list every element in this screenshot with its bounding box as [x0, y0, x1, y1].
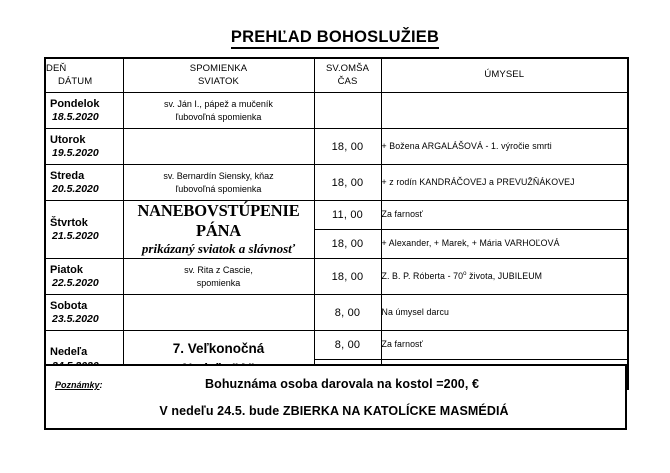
- feast-cell: [123, 259, 314, 295]
- day-date: 23.5.2020: [52, 312, 99, 325]
- day-cell: [45, 129, 123, 165]
- day-name: Utorok: [50, 133, 86, 146]
- notes-line-2: V nedeľu 24.5. bude ZBIERKA NA KATOLÍCKE MASMÉDIÁ: [159, 404, 509, 418]
- feast-cell: [123, 165, 314, 201]
- header-time-line1: SV.OMŠA: [325, 63, 370, 75]
- header-cell-day: [45, 58, 123, 93]
- time-cell: 8, 00: [314, 331, 381, 360]
- day-name: Sobota: [50, 299, 88, 312]
- time-cell: 11, 00: [314, 201, 381, 230]
- day-cell: [45, 201, 123, 259]
- feast-cell: [123, 295, 314, 331]
- day-date: 19.5.2020: [52, 146, 99, 159]
- header-cell-feast: [123, 58, 314, 93]
- feast-line1: sv. Rita z Cascie,: [184, 264, 253, 275]
- table-row: [45, 129, 628, 165]
- day-name: Štvrtok: [50, 216, 88, 229]
- day-cell: [45, 93, 123, 129]
- intention-cell: + Alexander, + Marek, + Mária VARHOĽOVÁ: [381, 230, 628, 259]
- day-date: 21.5.2020: [52, 229, 99, 242]
- header-intention-label: ÚMYSEL: [484, 69, 525, 81]
- day-cell: [45, 165, 123, 201]
- intention-cell: [381, 93, 628, 129]
- feast-line2: ľubovoľná spomienka: [175, 111, 262, 122]
- feast-line2: ľubovoľná spomienka: [175, 183, 262, 194]
- day-name: Streda: [50, 169, 85, 182]
- time-cell: 8, 00: [314, 295, 381, 331]
- page-title: [0, 29, 670, 46]
- header-cell-time: [314, 58, 381, 93]
- day-date: 22.5.2020: [52, 276, 99, 289]
- day-date: 18.5.2020: [52, 110, 99, 123]
- feast-line1: sv. Bernardín Siensky, kňaz: [163, 170, 274, 181]
- header-feast-line2: SVIATOK: [197, 75, 239, 87]
- intention-cell: Na úmysel darcu: [381, 295, 628, 331]
- intention-cell: Za farnosť: [381, 331, 628, 360]
- day-cell: [45, 259, 123, 295]
- intention-superscript: o: [463, 271, 467, 278]
- feast-sunday-line1: 7. Veľkonočná: [172, 341, 265, 357]
- feast-cell: [123, 201, 314, 259]
- time-cell: [314, 93, 381, 129]
- notes-box: [44, 364, 627, 430]
- page-title-text: PREHĽAD BOHOSLUŽIEB: [231, 28, 439, 49]
- table-row: [45, 259, 628, 295]
- intention-cell: Za farnosť: [381, 201, 628, 230]
- table-row: [45, 295, 628, 331]
- header-day-line1: DEŇ: [46, 63, 67, 75]
- intention-text-post: života, JUBILEUM: [466, 271, 543, 282]
- intention-cell: + z rodín KANDRÁČOVEJ a PREVUŽŇÁKOVEJ: [381, 165, 628, 201]
- time-cell: 18, 00: [314, 129, 381, 165]
- time-cell: 18, 00: [314, 230, 381, 259]
- table-row: [45, 165, 628, 201]
- day-name: Pondelok: [50, 97, 100, 110]
- feast-cell: [123, 93, 314, 129]
- service-schedule-table: [44, 57, 629, 390]
- header-cell-intention: [381, 58, 628, 93]
- feast-line1: sv. Ján I., pápež a mučeník: [164, 98, 273, 109]
- day-date: 20.5.2020: [52, 182, 99, 195]
- day-name: Nedeľa: [50, 346, 88, 359]
- intention-cell: [381, 259, 628, 295]
- day-name: Piatok: [50, 263, 84, 276]
- notes-label-colon: :: [99, 380, 103, 390]
- table-row: [45, 331, 628, 360]
- header-time-line2: ČAS: [337, 75, 358, 87]
- intention-cell: + Božena ARGALÁŠOVÁ - 1. výročie smrti: [381, 129, 628, 165]
- notes-label-text: Poznámky: [55, 380, 100, 390]
- table-header-row: [45, 58, 628, 93]
- time-cell: 18, 00: [314, 259, 381, 295]
- feast-solemnity-title: NANEBOVSTÚPENIE PÁNA: [137, 201, 300, 241]
- feast-solemnity-subtitle: prikázaný sviatok a slávnosť: [141, 241, 296, 257]
- table-row: [45, 201, 628, 230]
- header-feast-line1: SPOMIENKA: [189, 63, 248, 75]
- feast-cell: [123, 129, 314, 165]
- intention-text-pre: Z. B. P. Róberta - 70: [381, 271, 464, 282]
- feast-line2: spomienka: [196, 277, 241, 288]
- notes-line-1: Bohuznáma osoba darovala na kostol =200, €: [204, 377, 480, 391]
- day-cell: [45, 295, 123, 331]
- time-cell: 18, 00: [314, 165, 381, 201]
- table-row: [45, 93, 628, 129]
- header-day-line2: DÁTUM: [58, 75, 93, 87]
